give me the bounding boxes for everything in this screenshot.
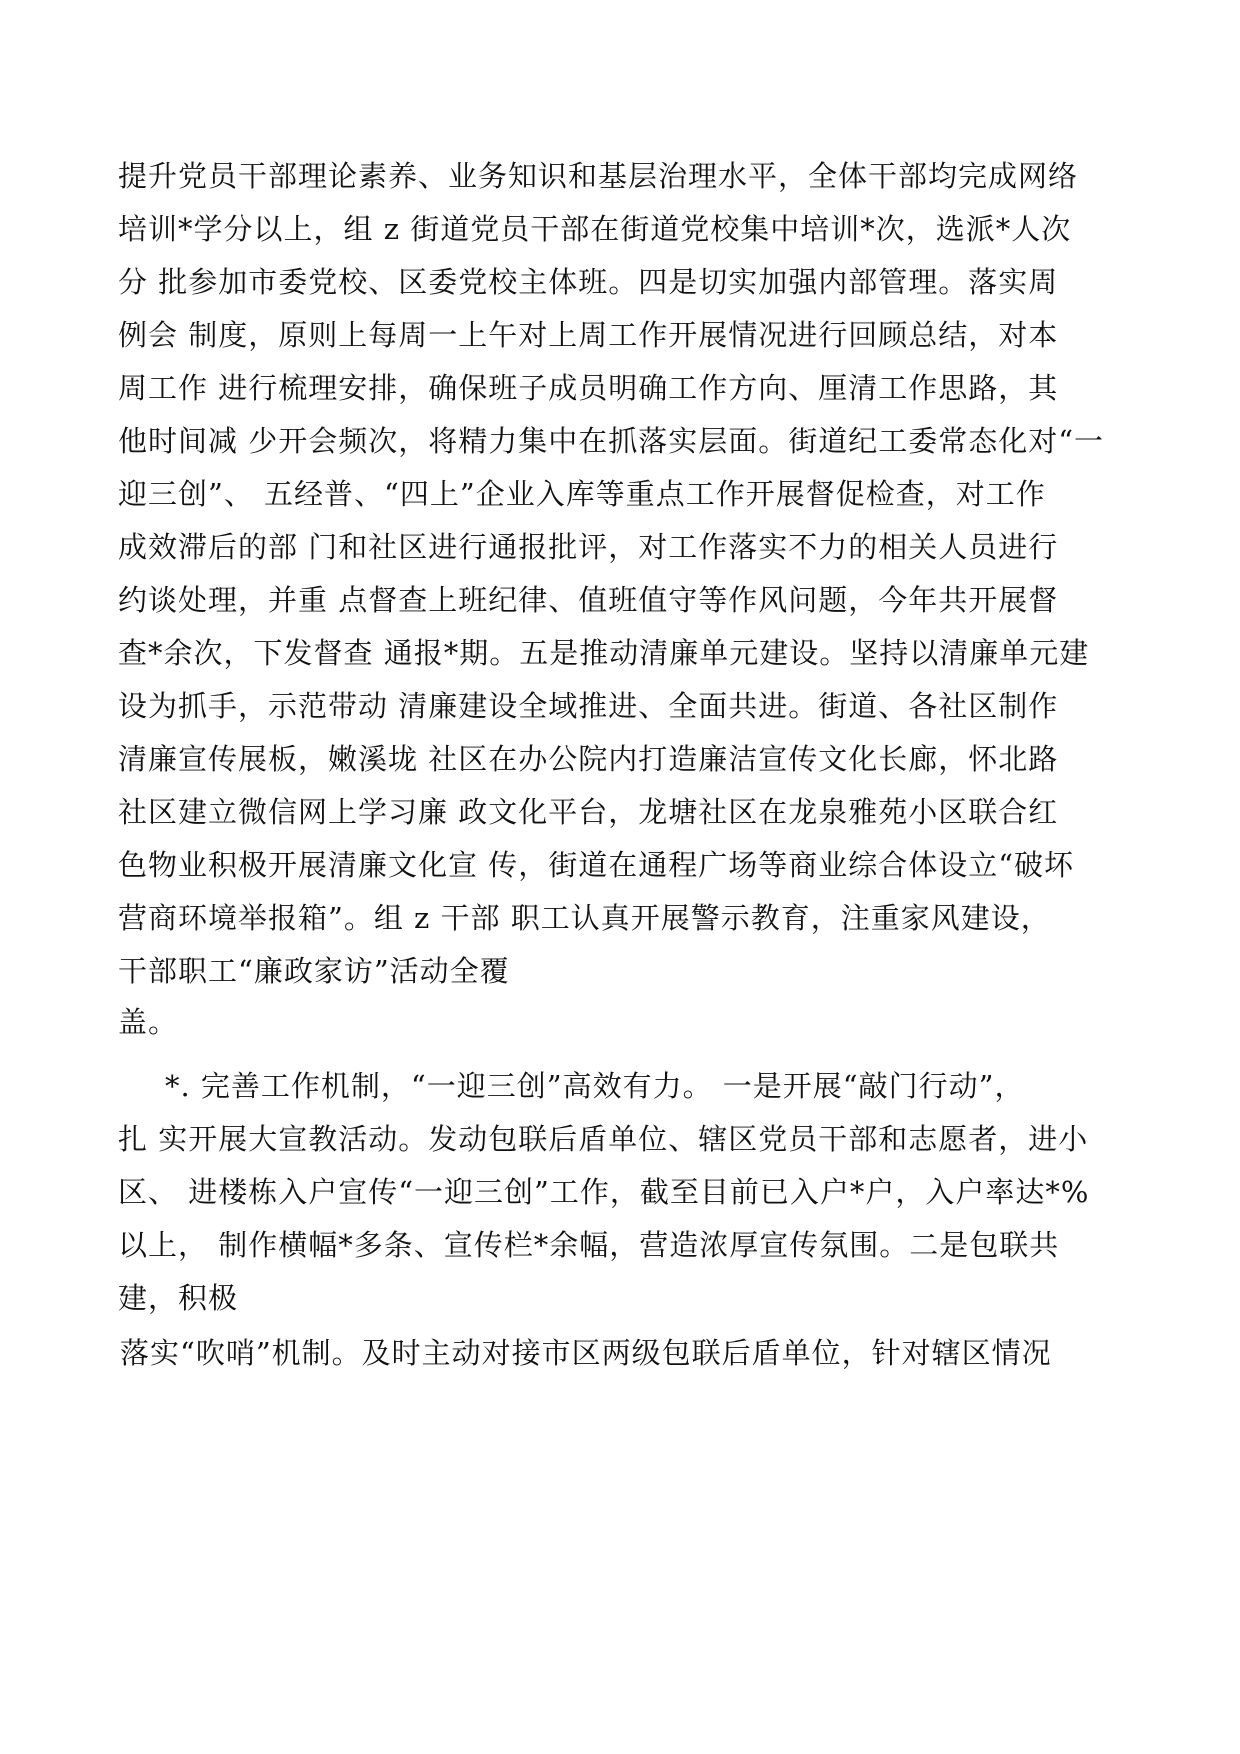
text-line: 例会 制度，原则上每周一上午对上周工作开展情况进行回顾总结，对本 [118, 318, 1059, 352]
text-line: 迎三创”、 五经普、“四上”企业入库等重点工作开展督促检查，对工作 [118, 477, 1046, 511]
text-line: 盖。 [118, 1005, 179, 1039]
paragraph-heading-line: *. 完善工作机制，“一迎三创”高效有力。 一是开展“敲门行动”， [165, 1069, 1025, 1103]
text-line: 落实“吹哨”机制。及时主动对接市区两级包联后盾单位，针对辖区情况 [120, 1336, 1052, 1370]
text-line: 提升党员干部理论素养、业务知识和基层治理水平，全体干部均完成网络 [118, 159, 1079, 193]
text-line: 干部职工“廉政家访”活动全覆 [118, 954, 510, 988]
text-line: 区、 进楼栋入户宣传“一迎三创”工作，截至目前已入户*户，入户率达*% [118, 1175, 1090, 1209]
text-line: 营商环境举报箱”。组 z 干部 职工认真开展警示教育，注重家风建设， [118, 901, 1051, 935]
text-line: 色物业积极开展清廉文化宣 传，街道在通程广场等商业综合体设立“破坏 [118, 848, 1075, 882]
text-line: 约谈处理，并重 点督查上班纪律、值班值守等作风问题，今年共开展督 [118, 583, 1059, 617]
text-line: 设为抓手，示范带动 清廉建设全域推进、全面共进。街道、各社区制作 [118, 689, 1059, 723]
text-line: 建，积极 [118, 1281, 239, 1315]
text-line: 社区建立微信网上学习廉 政文化平台，龙塘社区在龙泉雅苑小区联合红 [118, 795, 1059, 829]
text-line: 他时间减 少开会频次，将精力集中在抓落实层面。街道纪工委常态化对“一 [118, 424, 1105, 458]
text-line: 查*余次，下发督查 通报*期。五是推动清廉单元建设。坚持以清廉单元建 [118, 636, 1090, 670]
text-line: 成效滞后的部 门和社区进行通报批评，对工作落实不力的相关人员进行 [118, 530, 1059, 564]
text-line: 以上， 制作横幅*多条、宣传栏*余幅，营造浓厚宣传氛围。二是包联共 [118, 1228, 1060, 1262]
text-line: 扎 实开展大宣教活动。发动包联后盾单位、辖区党员干部和志愿者，进小 [118, 1122, 1089, 1156]
text-line: 周工作 进行梳理安排，确保班子成员明确工作方向、厘清工作思路，其 [118, 371, 1059, 405]
text-line: 分 批参加市委党校、区委党校主体班。四是切实加强内部管理。落实周 [118, 265, 1059, 299]
text-line: 清廉宣传展板，嫩溪垅 社区在办公院内打造廉洁宣传文化长廊，怀北路 [118, 742, 1059, 776]
text-line: 培训*学分以上，组 z 街道党员干部在街道党校集中培训*次，选派*人次 [118, 212, 1072, 246]
